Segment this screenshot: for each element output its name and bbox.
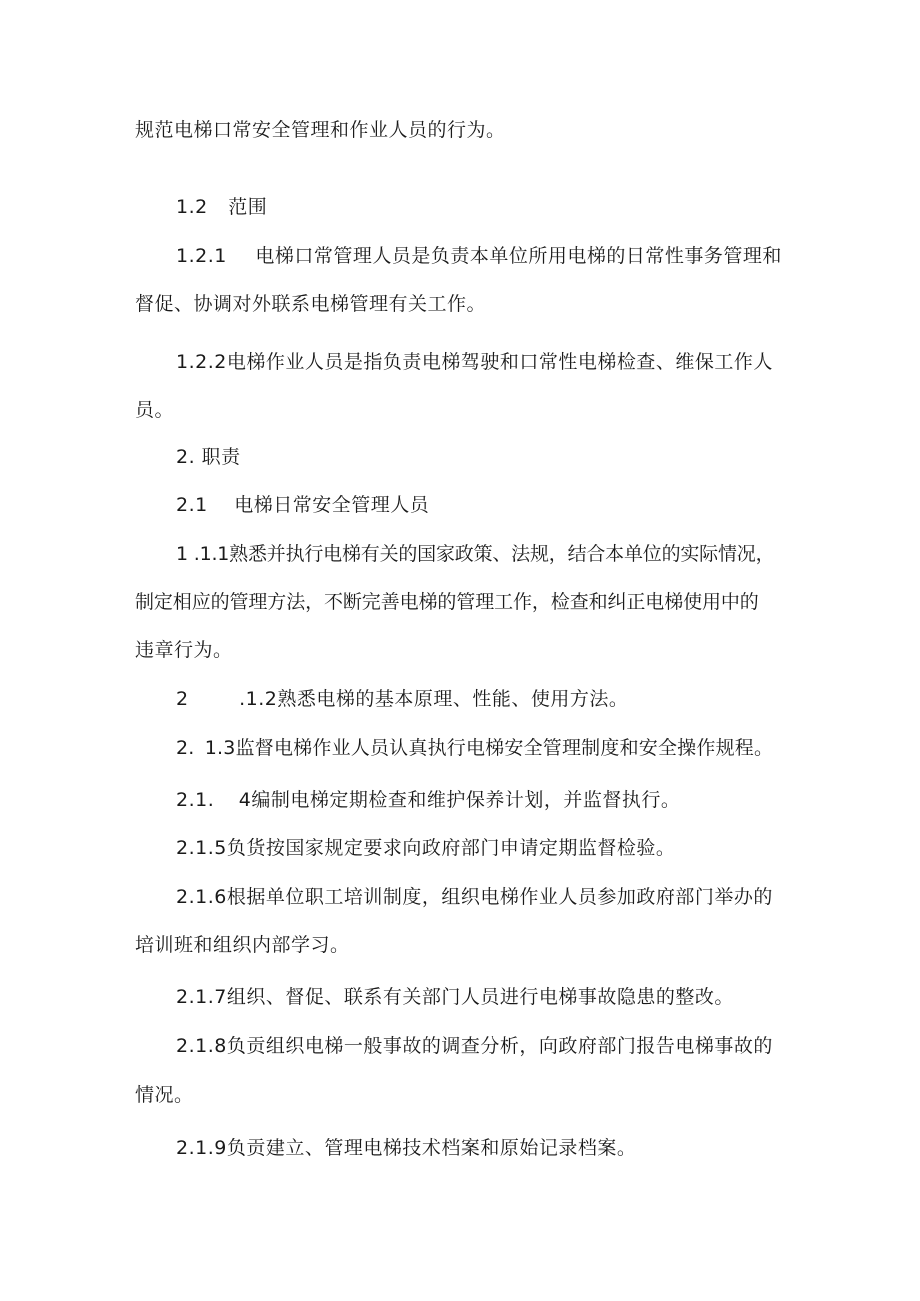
paragraph-line-18: 2.1.7组织、督促、联系有关部门人员进行电梯事故隐患的整改。 — [176, 986, 734, 1008]
paragraph-line-10: 制定相应的管理方法，不断完善电梯的管理工作，检查和纠正电梯使用中的 — [135, 591, 759, 613]
section-heading-1-2: 1.2 范围 — [176, 196, 268, 218]
paragraph-line-1: 规范电梯口常安全管理和作业人员的行为。 — [135, 119, 506, 141]
paragraph-line-6: 员。 — [135, 399, 175, 421]
paragraph-line-19: 2.1.8负贡组织电梯一般事故的调查分析，向政府部门报告电梯事故的 — [176, 1035, 773, 1057]
section-heading-2: 2. 职责 — [176, 446, 241, 468]
paragraph-line-5: 1.2.2电梯作业人员是指负责电梯驾驶和口常性电梯检查、维保工作人 — [176, 351, 773, 373]
paragraph-line-15: 2.1.5负货按国家规定要求向政府部门申请定期监督检验。 — [176, 837, 676, 859]
paragraph-line-14: 2.1. 4编制电梯定期检查和维护保养计划，并监督执行。 — [176, 789, 681, 811]
paragraph-line-20: 情况。 — [135, 1084, 194, 1106]
paragraph-line-13: 2. 1.3监督电梯作业人员认真执行电梯安全管理制度和安全操作规程。 — [176, 737, 774, 759]
paragraph-line-16: 2.1.6根据单位职工培训制度，组织电梯作业人员参加政府部门举办的 — [176, 886, 773, 908]
paragraph-line-3: 1.2.1 电梯口常管理人员是负责本单位所用电梯的日常性事务管理和 — [176, 245, 782, 267]
paragraph-line-12: 2 .1.2熟悉电梯的基本原理、性能、使用方法。 — [176, 688, 629, 710]
paragraph-line-11: 违章行为。 — [135, 639, 233, 661]
section-heading-2-1: 2.1 电梯日常安全管理人员 — [176, 494, 430, 516]
paragraph-line-17: 培训班和组织内部学习。 — [135, 934, 350, 956]
paragraph-line-9: 1 .1.1熟悉并执行电梯有关的国家政策、法规，结合本单位的实际情况， — [176, 543, 775, 565]
paragraph-line-21: 2.1.9负贡建立、管理电梯技术档案和原始记录档案。 — [176, 1137, 637, 1159]
paragraph-line-4: 督促、协调对外联系电梯管理有关工作。 — [135, 293, 487, 315]
